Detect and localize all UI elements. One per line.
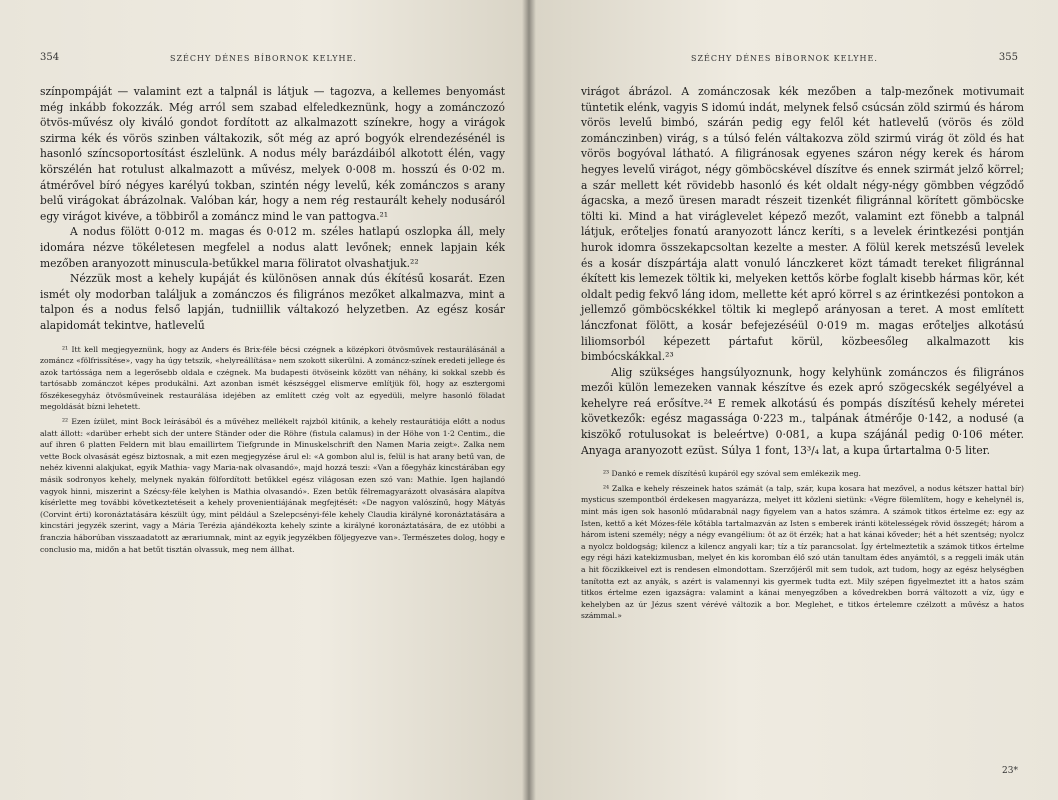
footnote-23: ²³ Dankó e remek díszítésű kupáról egy szóval sem emlékezik meg. [603, 469, 861, 479]
left-body-text [40, 84, 505, 334]
signature-mark: 23* [1002, 766, 1018, 776]
right-footnotes [581, 468, 1024, 622]
left-page-number: 354 [40, 52, 60, 63]
left-footnotes [40, 344, 505, 556]
right-paragraph-1: virágot ábrázol. A zománczosak kék mezőben a talp-mezőnek motivumait tüntetik elénk, vagyis S idomú indát, melynek felső csúcsán zöld szirmú és három vörös levelű bimbó, szárán pedig egy felől két hatlevelű (vörös és zöld zománczinben) virág, s a túlsó felén váltakozva zöld szirmú virág öt zöld és hat vörös bogyóval látható. A filigránosak egyenes száron négy kerek és három hegyes levelű virágot, négy gömböcskével díszítve és ennek szirmát jelző körrel; a szár mellett két rövidebb hasonló és két oldalt négy-négy gömbben végződő ágacska, a mező üresen maradt részeit tizenkét filigránnal körített gömböcske tölti ki. Mind a hat viráglevelet képező mezőt, valamint ezt fönebb a talpnál látjuk, erőteljes fonatú aranyozott láncz keríti, s a levelek érintkezési pontján hurok idomra összekapcsoltan kezelte a mester. A fölül kerek metszésű levelek és a kosár díszpártája alatt vonuló lánczkeret közt támadt tereket filigránnal ékített kis lemezek töltik ki, melyeken kettős körbe foglalt kisebb hármas kör, két oldalt pedig fekvő láng idom, mellette két apró körrel s az érintkezési pontokon a jellemző gömböcskékkel töltik ki meglepő arányosan a teret. A most említett lánczfonat fölött, a kosár befejezéséül 0·019 m. magas erőteljes alkotású liliomsorból képezett pártafut körül, közbeesőleg alkalmazott kis bimbócskákkal.²³ [581, 85, 1024, 364]
left-paragraph-1: színpompáját — valamint ezt a talpnál is látjuk — tagozva, a kellemes benyomást még inkább fokozzák. Még arról sem szabad elfeledkeznünk, hogy a zománczozó ötvös-művész oly kiváló gondot fordított az alkalmazott színekre, hogy a virágok szirma kék és vörös szinben váltakozik, sőt még az apró bogyók elrendezésénél is hasonló színcsoportosítást észlelünk. A nodus mély barázdáiból alkotott élén, vagy körszélén hat rotulust alkalmazott a művész, melyek 0·008 m. hosszú és 0·02 m. átmérővel bíró négyes karélyú tokban, szintén négy levelű, kék zománczos s arany belű virágokat ábrázolnak. Valóban kár, hogy a nem rég restaurált kehely nodusáról egy virágot kivéve, a többiről a zománcz mind le van pattogva.²¹ [40, 85, 505, 223]
left-running-head: SZÉCHY DÉNES BÍBORNOK KELYHE. [170, 54, 357, 63]
right-paragraph-2: Alig szükséges hangsúlyoznunk, hogy kelyhünk zománczos és filigrános mezői külön lemezeken vannak készítve és ezek apró szögecskék segélyével a kehelyre reá erősítve.²⁴ E remek alkotású és pompás díszítésű kehely méretei következők: egész magassága 0·223 m., talpának átmérője 0·142, a nodusé (a kiszökő rotulusokat is beleértve) 0·081, a kupa szájánál pedig 0·106 méter. Anyaga aranyozott ezüst. Súlya 1 font, 13³/₄ lat, a kupa űrtartalma 0·5 liter. [581, 365, 1024, 457]
right-body-text [581, 84, 1024, 458]
left-paragraph-3: Nézzük most a kehely kupáját és különösen annak dús ékítésű kosarát. Ezen ismét oly modorban találjuk a zománczos és filigrános mezőket alkalmazva, mint a talpon és a nodus felső lapján, tudniillik váltakozó helyzetben. Az egész kosár alapidomát tekintve, hatlevelű [40, 272, 505, 332]
footnote-22: ²² Ezen ízület, mint Bock leírásából és a művéhez mellékelt rajzból kitűnik, a kehely restaurátiója előtt a nodus alatt állott: «darüber erhebt sich der untere Ständer oder die Röhre (fistula calamus) in der Höhe von 1·2 Centim., die auf ihren 6 platten Feldern mit blau emaillirtem Tiefgrunde in Minuskelschrift den Namen Maria zeigt». Zalka nem vette Bock olvasását egész biztosnak, a mit ezen megjegyzése árul el: «A gombon alul is, felül is hat arany betű van, de nehéz kivenni alakjukat, egyik Mathia- vagy Maria-nak olvasandó», majd hozzá teszi: «Van a főegyház kincstárában egy másik sodronyos kehely, melynek nyakán fölfordított betűkkel egész világosan ezen szó van: Mathie. Igen hajlandó vagyok hinni, miszerint a Szécsy-féle kelyhen is Mathia olvasandó». Ezen betűk félremagyarázott olvasására alapítva kísérlette meg további következtetéseit a kehely provenientiájának megfejtését: «De nagyon valószínű, hogy Mátyás (Corvint érti) koronáztatására készült úgy, mint például a Szelepcsényi-féle kehely Claudia királyné koronáztatására a kincstári jegyzék szerint, vagy a Mária Terézia ajándékozta kehely szinte a királyné koronáztatására, de ez utóbbi a franczia háborúban visszaadatott az ærariumnak, mint az egyik jegyzékben följegyezve van». Természetes dolog, hogy e conclusio ma, midőn a hat betűt tisztán olvassuk, meg nem állhat. [40, 417, 505, 554]
right-page-number: 355 [998, 52, 1018, 63]
right-page [529, 0, 1058, 800]
footnote-21: ²¹ Itt kell megjegyeznünk, hogy az Anders és Brix-féle bécsi czégnek a középkori ötvösművek restaurálásánál a zománcz «fölfrissítése», vagy ha úgy tetszik, «helyreállítása» nem szokott sikerülni. A zománcz-színek eredeti jellege és azok tartóssága nem a legerősebb oldala e czégnek. Ma budapesti ötvöseink között van néhány, ki sokkal szebb és tartósabb zománczot képes produkálni. Azt azonban ismét készséggel elismerve említjük föl, hogy az esztergomi főszékesegyház ötvösműveinek restaurálása idejében az említett czég volt az egyedüli, melyre hasonló föladat megoldását bízni lehetett. [40, 344, 505, 412]
right-running-head: SZÉCHY DÉNES BÍBORNOK KELYHE. [691, 54, 878, 63]
left-paragraph-2: A nodus fölött 0·012 m. magas és 0·012 m. széles hatlapú oszlopka áll, mely idomára nézve tökéletesen megfelel a nodus alatt levőnek; ennek lapjain kék mezőben aranyozott minuscula-betűkkel marıa föliratot olvashatjuk.²² [40, 225, 505, 270]
footnote-24: ²⁴ Zalka e kehely részeinek hatos számát (a talp, szár, kupa kosara hat mezővel, a nodus kétszer hattal bír) mysticus szempontból érdekesen magyarázza, melyet itt közleni sietünk: «Végre fölemlítem, hogy e kehelynél is, mint más igen sok hasonló műdarabnál nagy figyelem van a hatos számra. A számok titkos értelme ez: egy az Isten, kettő a két Mózes-féle kőtábla tartalmazván az Isten s emberek iránti kötelességek rövid összegét; három a három isteni személy; négy a négy evangélium: öt az öt érzék; hat a hat kánai kőveder; hét a hét szentség; nyolcz a nyolcz boldogság; kilencz a kilencz angyali kar; tíz a tíz parancsolat. Így értelmeztetik a számok titkos értelme egy régi házi katekizmusban, melyet én kis koromban élő szó után tanultam édes anyámtól, s a reggeli imák után a hit föczikkeivel ezt is rendesen elmondottam. Szerzőjéről mit sem tudok, azt tudom, hogy az egész helységben tanította ezt az anyák, s azért is valamennyi kis gyermek tudta ezt. Mily szépen figyelmeztet itt a hatos szám titkos értelme ezen igazságra: valamint a kánai menyegzőben a kővedrekben borrá változott a víz, úgy e kehelyben az úr Jézus szent vérévé változik a bor. Meglehet, e titkos értelemre czélzott a művész a hatos számmal.» [581, 483, 1024, 621]
